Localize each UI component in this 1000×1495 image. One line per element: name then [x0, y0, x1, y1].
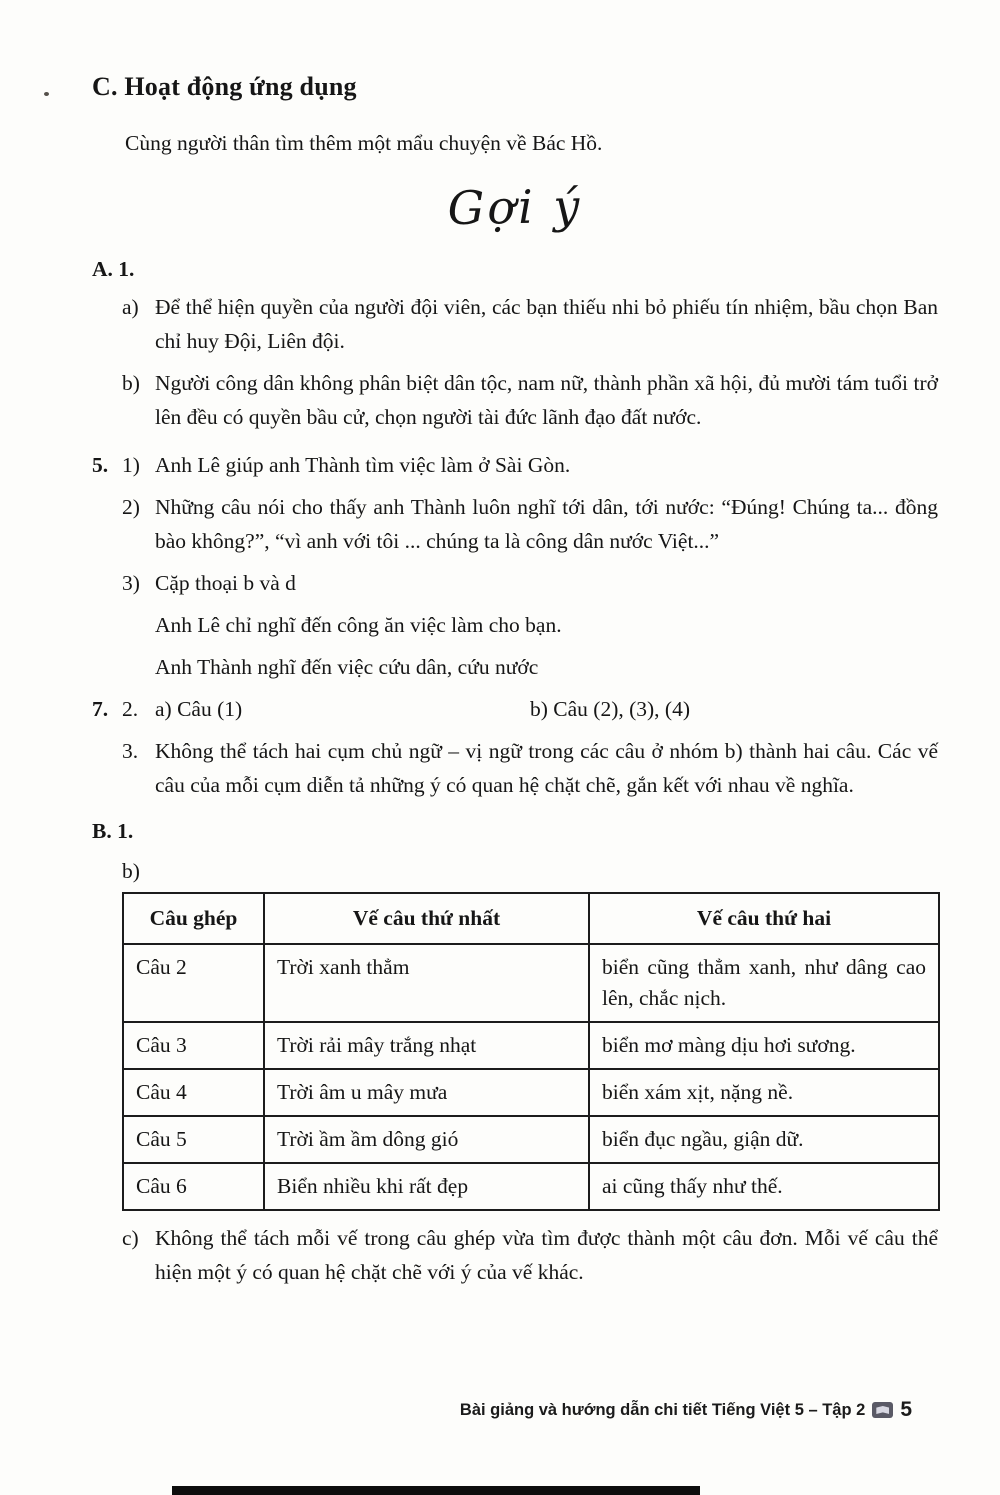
item-text: Không thể tách hai cụm chủ ngữ – vị ngữ trong các câu ở nhóm b) thành hai câu. Các vế câu của mỗi cụm diễn tả những ý có quan hệ chặt chẽ, gắn kết với nhau về nghĩa. — [155, 739, 938, 797]
item-label: 2) — [122, 495, 140, 519]
answer-5-note-2: Anh Thành nghĩ đến việc cứu dân, cứu nước — [155, 655, 539, 679]
answer-5-item-2 — [122, 490, 938, 558]
answer-item-b — [122, 366, 938, 434]
section-c-heading: C. Hoạt động ứng dụng — [92, 72, 357, 101]
answer-b-label: B. 1. — [92, 819, 134, 843]
item-label: 3) — [122, 571, 140, 595]
answer-a-label: A. 1. — [92, 257, 135, 281]
answer-5-item-1 — [92, 448, 938, 482]
answer-item-a — [122, 290, 938, 358]
table-cell: Trời ầm ầm dông gió — [264, 1116, 589, 1163]
table-cell: Biển nhiều khi rất đẹp — [264, 1163, 589, 1210]
item-text: Để thể hiện quyền của người đội viên, các bạn thiếu nhi bỏ phiếu tín nhiệm, bầu chọn Ban chỉ huy Đội, Liên đội. — [155, 295, 938, 353]
table-row — [123, 944, 939, 1022]
table-row — [123, 1116, 939, 1163]
item-text: Những câu nói cho thấy anh Thành luôn nghĩ tới dân, tới nước: “Đúng! Chúng ta... đồng bào không?”, “vì anh với tôi ... chúng ta là công dân nước Việt...” — [155, 495, 938, 553]
table-cell: Câu 5 — [123, 1116, 264, 1163]
table-row — [123, 1069, 939, 1116]
answer-5-note-1: Anh Lê chỉ nghĩ đến công ăn việc làm cho bạn. — [155, 613, 562, 637]
item-text: Người công dân không phân biệt dân tộc, nam nữ, thành phần xã hội, đủ mười tám tuổi trở lên đều có quyền bầu cử, chọn người tài đức lãnh đạo đất nước. — [155, 371, 938, 429]
section-5-label: 5. — [92, 453, 109, 477]
table-header-cell: Vế câu thứ nhất — [264, 893, 589, 944]
table-cell: biển cũng thẳm xanh, như dâng cao lên, chắc nịch. — [589, 944, 939, 1022]
table-header-row — [123, 893, 939, 944]
scan-speck — [44, 92, 49, 96]
item-label: 3. — [122, 739, 139, 763]
answer-7-item-3 — [122, 734, 938, 802]
table-header-cell: Vế câu thứ hai — [589, 893, 939, 944]
item-label: 1) — [122, 453, 140, 477]
table-row — [123, 1163, 939, 1210]
table-cell: biển mơ màng dịu hơi sương. — [589, 1022, 939, 1069]
item-text: Không thể tách mỗi vế trong câu ghép vừa tìm được thành một câu đơn. Mỗi vế câu thể hiện một ý có quan hệ chặt chẽ với ý của vế khác. — [155, 1226, 938, 1284]
publisher-logo-icon — [872, 1402, 893, 1418]
answer-c-item — [122, 1221, 938, 1289]
answer-7-a: a) Câu (1) — [155, 697, 243, 721]
section-c-intro: Cùng người thân tìm thêm một mẩu chuyện về Bác Hồ. — [125, 131, 603, 155]
table-row — [123, 1022, 939, 1069]
table-cell: Câu 2 — [123, 944, 264, 1022]
item-text: Anh Lê giúp anh Thành tìm việc làm ở Sài Gòn. — [155, 453, 571, 477]
table-cell: ai cũng thấy như thế. — [589, 1163, 939, 1210]
table-cell: biển xám xịt, nặng nề. — [589, 1069, 939, 1116]
answer-7-line — [92, 692, 938, 726]
table-cell: Trời âm u mây mưa — [264, 1069, 589, 1116]
table-cell: Trời rải mây trắng nhạt — [264, 1022, 589, 1069]
item-label: c) — [122, 1226, 139, 1250]
page-footer — [460, 1398, 912, 1422]
hint-script-heading: Gợi ý — [447, 178, 583, 236]
answer-b-sub-label: b) — [122, 859, 140, 883]
scan-artifact-bar — [172, 1486, 700, 1495]
item-label: b) — [122, 371, 140, 395]
item-label: a) — [122, 295, 139, 319]
page-number: 5 — [900, 1398, 912, 1421]
footer-title: Bài giảng và hướng dẫn chi tiết Tiếng Việt 5 – Tập 2 — [459, 1400, 866, 1419]
answer-7-b: b) Câu (2), (3), (4) — [530, 697, 691, 721]
item-text: Cặp thoại b và d — [155, 571, 296, 595]
table-header-cell: Câu ghép — [123, 893, 264, 944]
item-label: 2. — [122, 697, 139, 721]
table-cell: Trời xanh thẳm — [264, 944, 589, 1022]
answers-table — [122, 892, 940, 1211]
section-7-label: 7. — [92, 697, 109, 721]
table-cell: Câu 4 — [123, 1069, 264, 1116]
table-cell: Câu 6 — [123, 1163, 264, 1210]
table-cell: biển đục ngầu, giận dữ. — [589, 1116, 939, 1163]
answer-5-item-3 — [122, 566, 938, 600]
table-cell: Câu 3 — [123, 1022, 264, 1069]
